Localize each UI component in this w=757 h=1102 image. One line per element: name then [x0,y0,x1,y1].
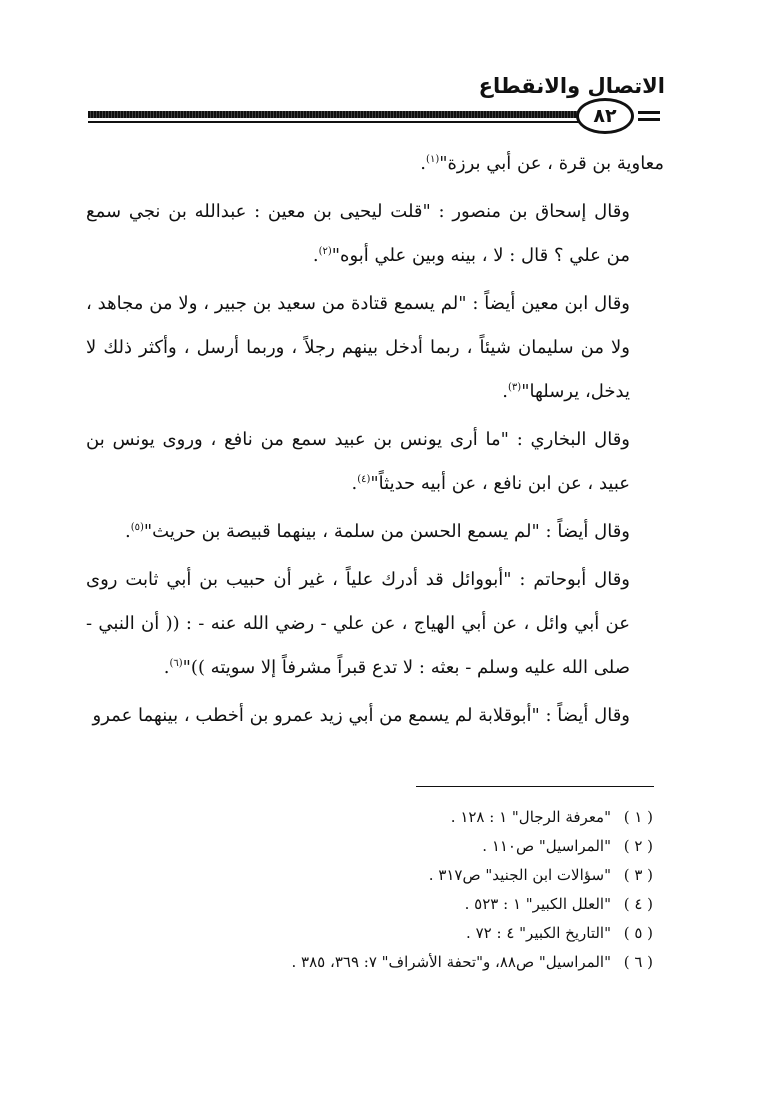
footnote-number: ( ٣ ) [623,866,653,884]
footnote [292,803,654,832]
paragraph-tail: . [420,153,427,174]
footnote-text: "سؤالات ابن الجنيد" ص٣١٧ . [428,866,611,884]
header-rule-thick [88,111,583,118]
paragraph-text: وقال إسحاق بن منصور : "قلت ليحيى بن معين : عبدالله بن نجي سمع من علي ؟ قال : لا ، بينه وبين علي أبوه" [86,201,630,266]
footnote [292,890,654,919]
footnote-text: "المراسيل" ص٨٨، و"تحفة الأشراف" ٧: ٣٦٩، ٣٨٥ . [291,953,611,971]
footnote-ref: (٣) [508,382,522,393]
footnote-number: ( ٢ ) [623,837,653,855]
footnotes [292,803,654,977]
paragraph-text: وقال أيضاً : "لم يسمع الحسن من سلمة ، بينهما قبيصة بن حريث" [143,521,630,542]
footnote-number: ( ١ ) [623,808,653,826]
footnote-ref: (٤) [357,474,371,485]
footnote-ref: (١) [426,154,440,165]
footnote-ref: (٢) [318,246,332,257]
footnote-ref: (٦) [169,658,183,669]
footnote-text: "المراسيل" ص١١٠ . [482,837,611,855]
footnote-number: ( ٤ ) [623,895,653,913]
footnote-separator [416,786,654,787]
paragraph [86,142,664,186]
paragraph-text: وقال ابن معين أيضاً : "لم يسمع قتادة من سعيد بن جبير ، ولا من مجاهد ، ولا من سليمان شيئاً ، ربما أدخل بينهم رجلاً ، وربما أرسل ، وأكثر ذلك لا يدخل، يرسلها" [86,293,630,402]
paragraph [86,510,664,554]
paragraph [86,694,664,738]
page-number: ٨٢ [576,98,634,134]
paragraph-tail: . [312,245,319,266]
footnote-ref: (٥) [130,522,144,533]
footnote [292,861,654,890]
footnote [292,919,654,948]
paragraph-text: وقال أيضاً : "أبوقلابة لم يسمع من أبي زيد عمرو بن أخطب ، بينهما عمرو [92,705,630,726]
paragraph-tail: . [163,657,170,678]
footnote-number: ( ٦ ) [623,953,653,971]
paragraph [86,190,664,278]
footnote-text: "معرفة الرجال" ١ : ١٢٨ . [450,808,611,826]
paragraph-tail: . [351,473,358,494]
paragraph-text: وقال البخاري : "ما أرى يونس بن عبيد سمع من نافع ، وروى يونس بن عبيد ، عن ابن نافع ، عن أبيه حديثاً" [86,429,630,494]
paragraph [86,558,664,690]
header-rule-right-top [638,111,660,114]
header-rule-right-bottom [638,118,660,121]
footnote [292,832,654,861]
paragraph [86,418,664,506]
paragraph [86,282,664,414]
footnote-text: "التاريخ الكبير" ٤ : ٧٢ . [466,924,611,942]
paragraph-tail: . [502,381,509,402]
paragraph-tail: . [124,521,131,542]
header-rule-thin [88,121,583,123]
footnote [292,948,654,977]
running-header-title: الاتصال والانقطاع [478,74,665,98]
paragraph-text: وقال أبوحاتم : "أبووائل قد أدرك علياً ، غير أن حبيب بن أبي ثابت روى عن أبي وائل ، عن أبي الهياج ، عن علي - رضي الله عنه - : (( أن النبي - صلى الله عليه وسلم - بعثه : لا تدع قبراً مشرفاً إلا سويته ))" [86,569,630,678]
footnote-text: "العلل الكبير" ١ : ٥٢٣ . [464,895,611,913]
footnote-number: ( ٥ ) [623,924,653,942]
body-text [86,142,664,738]
paragraph-text: معاوية بن قرة ، عن أبي برزة" [439,153,664,174]
